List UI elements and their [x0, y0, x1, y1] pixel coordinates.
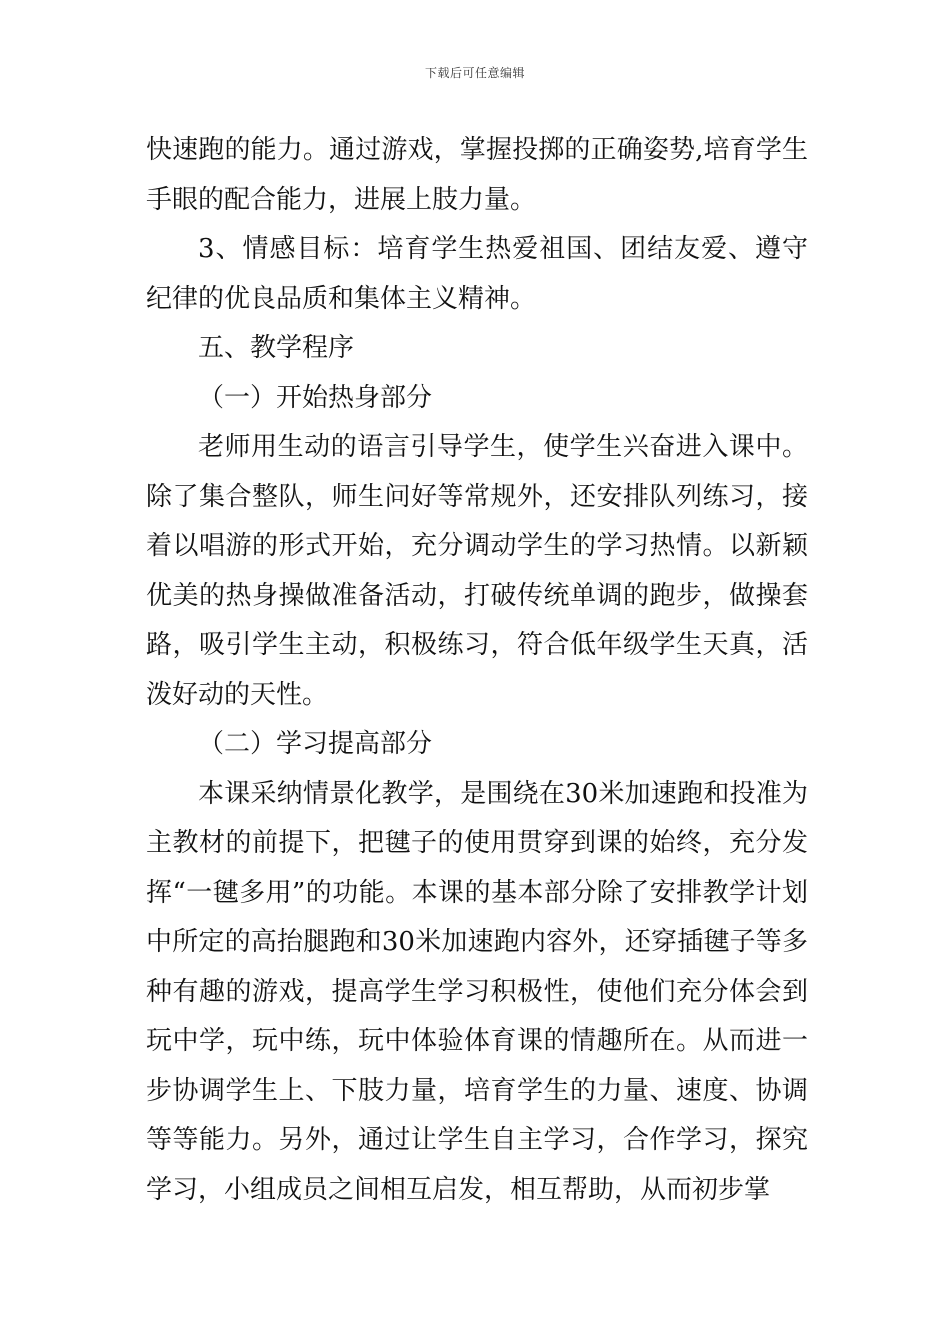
paragraph-warmup: 老师用生动的语言引导学生，使学生兴奋进入课中。除了集合整队，师生问好等常规外，还安排队列练习，接着以唱游的形式开始，充分调动学生的学习热情。以新颖优美的热身操做准备活动，打破传统单调的跑步，做操套路，吸引学生主动，积极练习，符合低年级学生天真，活泼好动的天性。 [146, 432, 808, 710]
subheading-warmup-part: （一）开始热身部分 [198, 382, 433, 413]
paragraph-emotion-goal: 3、情感目标：培育学生热爱祖国、团结友爱、遵守纪律的优良品质和集体主义精神。 [146, 234, 808, 314]
section-heading-teaching-procedure: 五、教学程序 [198, 333, 355, 363]
subheading-learning-part: （二）学习提高部分 [198, 729, 433, 759]
paragraph-learning: 本课采纳情景化教学，是围绕在30米加速跑和投准为主教材的前提下，把毽子的使用贯穿到课的始终，充分发挥“一毽多用”的功能。本课的基本部分除了安排教学计划中所定的高抬腿跑和30米加速跑内容外，还穿插毽子等多种有趣的游戏，提高学生学习积极性，使他们充分体会到玩中学，玩中练，玩中体验体育课的情趣所在。从而进一步协调学生上、下肢力量，培育学生的力量、速度、协调等等能力。另外，通过让学生自主学习，合作学习，探究学习，小组成员之间相互启发，相互帮助，从而初步掌 [146, 778, 808, 1205]
page-header-note: 下载后可任意编辑 [424, 66, 525, 80]
document-body [146, 126, 808, 1215]
paragraph-skill-goal-continued: 快速跑的能力。通过游戏，掌握投掷的正确姿势,培育学生手眼的配合能力，进展上肢力量。 [146, 135, 808, 215]
